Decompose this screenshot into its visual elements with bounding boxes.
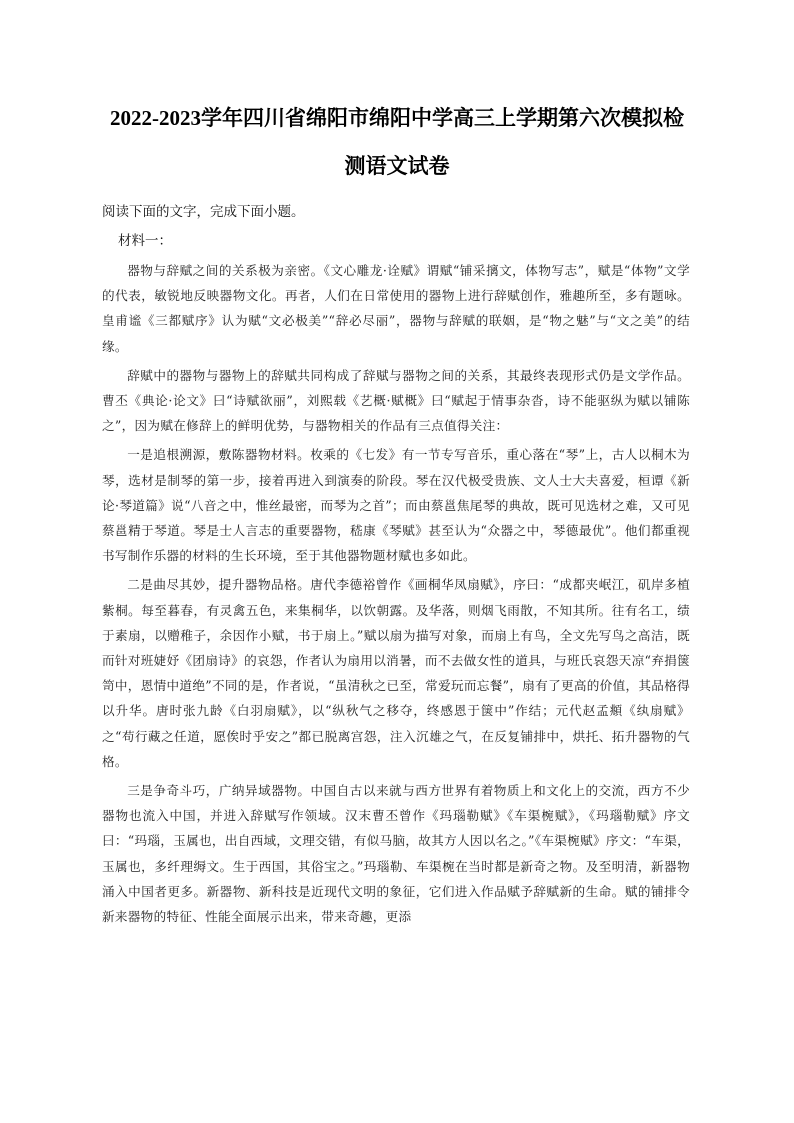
paragraph: 一是追根溯源，敷陈器物材料。枚乘的《七发》有一节专写音乐，重心落在“琴”上，古人以桐木为琴，选材是制琴的第一步，接着再进入到演奏的阶段。琴在汉代极受贵族、文人士大夫喜爱，桓谭《新论·琴道篇》说“八音之中，惟丝最密，而琴为之首”；而由蔡邕焦尾琴的典故，既可见选材之难，又可见蔡邕精于琴道。琴是士人言志的重要器物，嵇康《琴赋》甚至认为“众器之中，琴德最优”。他们都重视书写制作乐器的材料的生长环境，至于其他器物题材赋也多如此。 — [102, 447, 690, 564]
reading-instruction: 阅读下面的文字，完成下面小题。 — [102, 204, 305, 220]
document-title — [90, 94, 704, 190]
title-line-1: 2022-2023学年四川省绵阳市绵阳中学高三上学期第六次模拟检 — [110, 106, 684, 130]
paragraph: 器物与辞赋之间的关系极为亲密。《文心雕龙·诠赋》谓赋“铺采摛文，体物写志”，赋是“体物”文学的代表，敏锐地反映器物文化。再者，人们在日常使用的器物上进行辞赋创作，雅趣所至，多有题咏。皇甫谧《三都赋序》认为赋“文必极美”“辞必尽丽”，器物与辞赋的联姻，是“物之魅”与“文之美”的结缘。 — [102, 263, 690, 354]
title-line-2: 测语文试卷 — [344, 154, 450, 178]
material-heading: 材料一： — [118, 233, 172, 249]
paragraph: 三是争奇斗巧，广纳异域器物。中国自古以来就与西方世界有着物质上和文化上的交流，西方不少器物也流入中国，并进入辞赋写作领域。汉末曹丕曾作《玛瑙勒赋》《车渠椀赋》，《玛瑙勒赋》序文曰：“玛瑙，玉属也，出自西域，文理交错，有似马脑，故其方人因以名之。”《车渠椀赋》序文：“车渠，玉属也，多纤理缛文。生于西国，其俗宝之。”玛瑙勒、车渠椀在当时都是新奇之物。及至明清，新器物涌入中国者更多。新器物、新科技是近现代文明的象征，它们进入作品赋予辞赋新的生命。赋的铺排令新来器物的特征、性能全面展示出来，带来奇趣，更添 — [102, 783, 690, 925]
paragraph: 辞赋中的器物与器物上的辞赋共同构成了辞赋与器物之间的关系，其最终表现形式仍是文学作品。曹丕《典论·论文》曰“诗赋欲丽”，刘熙载《艺概·赋概》曰“赋起于情事杂沓，诗不能驱纵为赋以铺陈之”，因为赋在修辞上的鲜明优势，与器物相关的作品有三点值得关注： — [102, 367, 690, 434]
passage-body — [102, 258, 690, 933]
paragraph: 二是曲尽其妙，提升器物品格。唐代李德裕曾作《画桐华凤扇赋》，序曰：“成都夹岷江，矶岸多植紫桐。每至暮春，有灵禽五色，来集桐华，以饮朝露。及华落，则烟飞雨散，不知其所。往有名工，绩于素扇，以赠稚子，余因作小赋，书于扇上。”赋以扇为描写对象，而扇上有鸟，全文先写鸟之高洁，既而针对班婕妤《团扇诗》的哀怨，作者认为扇用以消暑，而不去做女性的道具，与班氏哀怨天凉“弃捐箧笥中，恩情中道绝”不同的是，作者说，“虽清秋之已至，常爱玩而忘餐”，扇有了更高的价值，其品格得以升华。唐时张九龄《白羽扇赋》，以“纵秋气之移夺，终感恩于箧中”作结；元代赵孟頫《纨扇赋》之“苟行藏之任道，愿俟时乎安之”都已脱离宫怨，注入沉雄之气，在反复铺排中，烘托、拓升器物的气格。 — [102, 577, 690, 769]
